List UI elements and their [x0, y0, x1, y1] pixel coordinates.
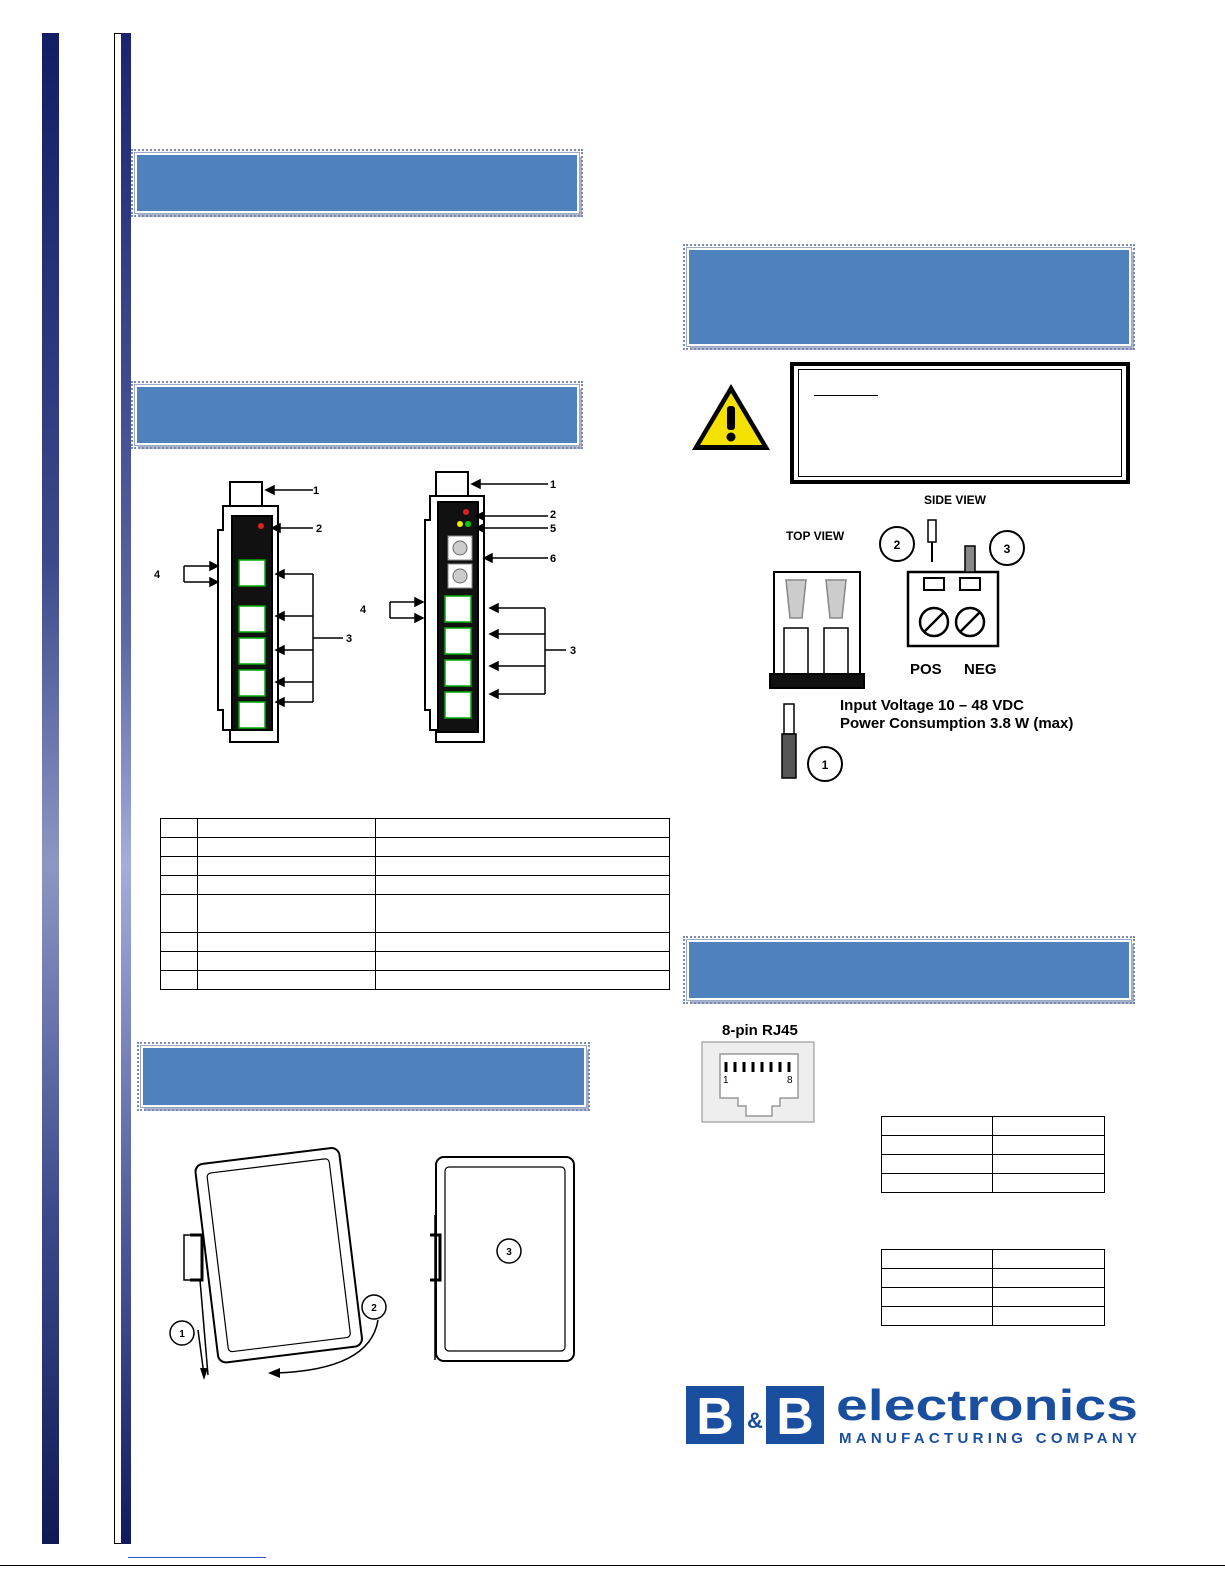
section-header-1	[135, 153, 579, 213]
callout-right-2: 2	[550, 509, 557, 521]
footer-link-underline[interactable]	[128, 1557, 266, 1558]
rj45-pin-last: 8	[787, 1075, 793, 1086]
logo-b-left: B	[696, 1388, 734, 1446]
device-front-panel-diagram	[148, 470, 598, 760]
pinout-table-2	[881, 1249, 1105, 1326]
logo-tagline: MANUFACTURING COMPANY	[839, 1430, 1137, 1447]
section-header-5	[687, 940, 1131, 1000]
din-rail-mounting-diagram	[160, 1135, 600, 1385]
rj45-connector-diagram	[698, 1020, 818, 1126]
warning-icon	[688, 380, 774, 454]
input-voltage-text: Input Voltage 10 – 48 VDC	[840, 697, 1024, 714]
footer-rule	[0, 1565, 1225, 1566]
warning-title-underline	[814, 395, 878, 396]
device-left	[218, 482, 278, 742]
callout-left-4: 4	[154, 569, 161, 581]
callout-left-1: 1	[313, 485, 320, 497]
callout-right-6: 6	[550, 553, 557, 565]
mount-callout-2: 2	[371, 1303, 377, 1314]
rj45-title: 8-pin RJ45	[722, 1022, 798, 1039]
side-view-label: SIDE VIEW	[924, 493, 987, 507]
pos-label: POS	[910, 661, 942, 678]
neg-label: NEG	[964, 661, 997, 678]
callout-right-1: 1	[550, 479, 557, 491]
power-terminal-diagram	[766, 488, 1096, 786]
rj45-pin-first: 1	[723, 1075, 729, 1086]
screwdriver-icon	[782, 704, 796, 778]
power-callout-3: 3	[1003, 542, 1011, 556]
warning-box-inner	[798, 369, 1122, 477]
pinout-table-1	[881, 1116, 1105, 1193]
section-header-3	[141, 1046, 586, 1107]
callout-right-5: 5	[550, 523, 557, 535]
section-header-4	[687, 248, 1131, 346]
frame-gradient-bar	[121, 33, 131, 1544]
power-consumption-text: Power Consumption 3.8 W (max)	[840, 715, 1074, 732]
section-header-2	[135, 385, 579, 445]
sidebar-gradient-bar	[42, 33, 59, 1544]
logo-word: electronics	[836, 1384, 1138, 1430]
callout-left-2: 2	[316, 523, 323, 535]
device-right	[425, 472, 484, 742]
callout-right-4: 4	[360, 604, 367, 616]
mount-callout-1: 1	[179, 1329, 185, 1340]
mount-callout-3: 3	[506, 1247, 512, 1258]
callout-right-3: 3	[570, 645, 577, 657]
led-description-table	[160, 818, 670, 990]
power-callout-1: 1	[821, 758, 829, 772]
power-callout-2: 2	[893, 538, 901, 552]
bb-electronics-logo	[686, 1384, 1142, 1448]
callout-left-3: 3	[346, 633, 353, 645]
logo-ampersand: &	[747, 1408, 763, 1433]
top-view-label: TOP VIEW	[786, 529, 845, 543]
logo-b-right: B	[776, 1388, 814, 1446]
